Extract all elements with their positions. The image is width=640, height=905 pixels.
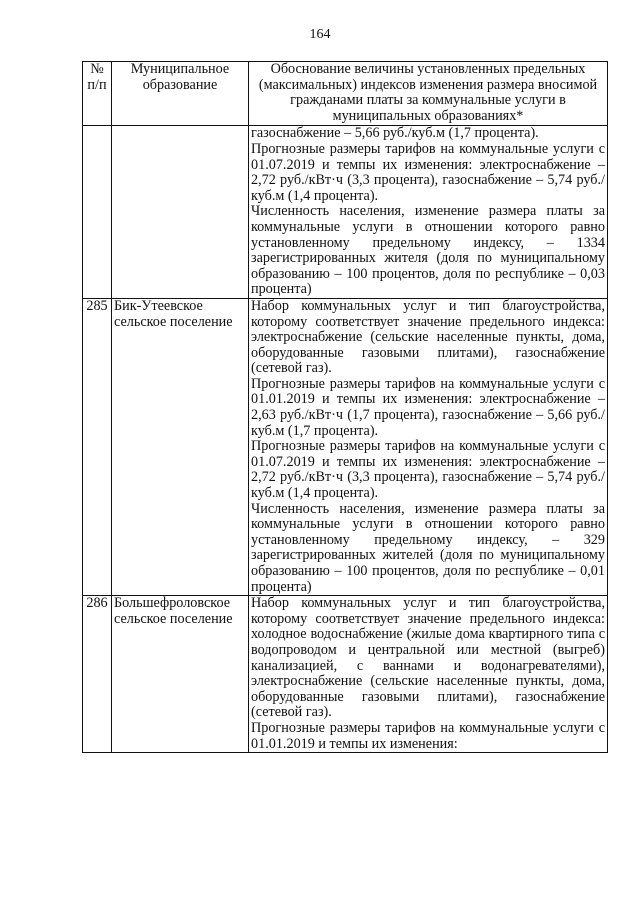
- row-municipality: [112, 126, 249, 299]
- row-justification: [249, 298, 608, 595]
- paragraph: Набор коммунальных услуг и тип благоустройства, которому соответствует значение предельного индекса: холодное водоснабжение (жилые дома квартирного типа с водопроводом и центральной или местной (выгреб) канализацией, с ваннами и водонагревателями), электроснабжение (сельские населенные пункты, дома, оборудованные газовыми плитами), газоснабжение (сетевой газ).: [251, 595, 605, 721]
- page-number: 164: [309, 27, 331, 42]
- row-justification: [249, 596, 608, 753]
- paragraph: газоснабжение – 5,66 руб./куб.м (1,7 процента).: [251, 125, 539, 142]
- row-num: 286: [83, 596, 112, 753]
- paragraph: Прогнозные размеры тарифов на коммунальные услуги с 01.07.2019 и темпы их изменения: электроснабжение – 2,72 руб./кВт·ч (3,3 процента), газоснабжение – 5,74 руб./куб.м (1,4 процента).: [251, 140, 605, 204]
- header-num: № п/п: [83, 62, 112, 126]
- paragraph: Численность населения, изменение размера платы за коммунальные услуги в отношении которого равно установленному предельному индексу, – 1334 зарегистрированных жителя (доля по муниципальному образованию – 100 процентов, доля по республике – 0,03 процента): [251, 203, 605, 298]
- paragraph: Прогнозные размеры тарифов на коммунальные услуги с 01.01.2019 и темпы их изменения:: [251, 719, 605, 752]
- table-row: [83, 596, 608, 753]
- paragraph: Прогнозные размеры тарифов на коммунальные услуги с 01.07.2019 и темпы их изменения: электроснабжение – 2,72 руб./кВт·ч (3,3 процента), газоснабжение – 5,74 руб./куб.м (1,4 процента).: [251, 438, 605, 502]
- table-row: [83, 298, 608, 595]
- paragraph: Набор коммунальных услуг и тип благоустройства, которому соответствует значение предельного индекса: электроснабжение (сельские населенные пункты, дома, оборудованные газовыми плитами), газоснабжение (сетевой газ).: [251, 297, 605, 377]
- row-num: [83, 126, 112, 299]
- row-num: 285: [83, 298, 112, 595]
- paragraph: Прогнозные размеры тарифов на коммунальные услуги с 01.01.2019 и темпы их изменения: электроснабжение – 2,63 руб./кВт·ч (1,7 процента), газоснабжение – 5,66 руб./куб.м (1,7 процента).: [251, 375, 605, 439]
- header-municipality: Муниципальное образование: [112, 62, 249, 126]
- row-justification: [249, 126, 608, 299]
- row-municipality: Бик-Утеевское сельское поселение: [112, 298, 249, 595]
- tariff-index-table: [82, 61, 608, 753]
- paragraph: Численность населения, изменение размера платы за коммунальные услуги в отношении которого равно установленному предельному индексу, – 329 зарегистрированных жителей (доля по муниципальному образованию – 100 процентов, доля по республике – 0,01 процента): [251, 500, 605, 595]
- table-header-row: [83, 62, 608, 126]
- table-row: [83, 126, 608, 299]
- header-justification: Обоснование величины установленных предельных (максимальных) индексов изменения размера вносимой гражданами платы за коммунальные услуги в муниципальных образованиях*: [249, 62, 608, 126]
- row-municipality: Большефроловское сельское поселение: [112, 596, 249, 753]
